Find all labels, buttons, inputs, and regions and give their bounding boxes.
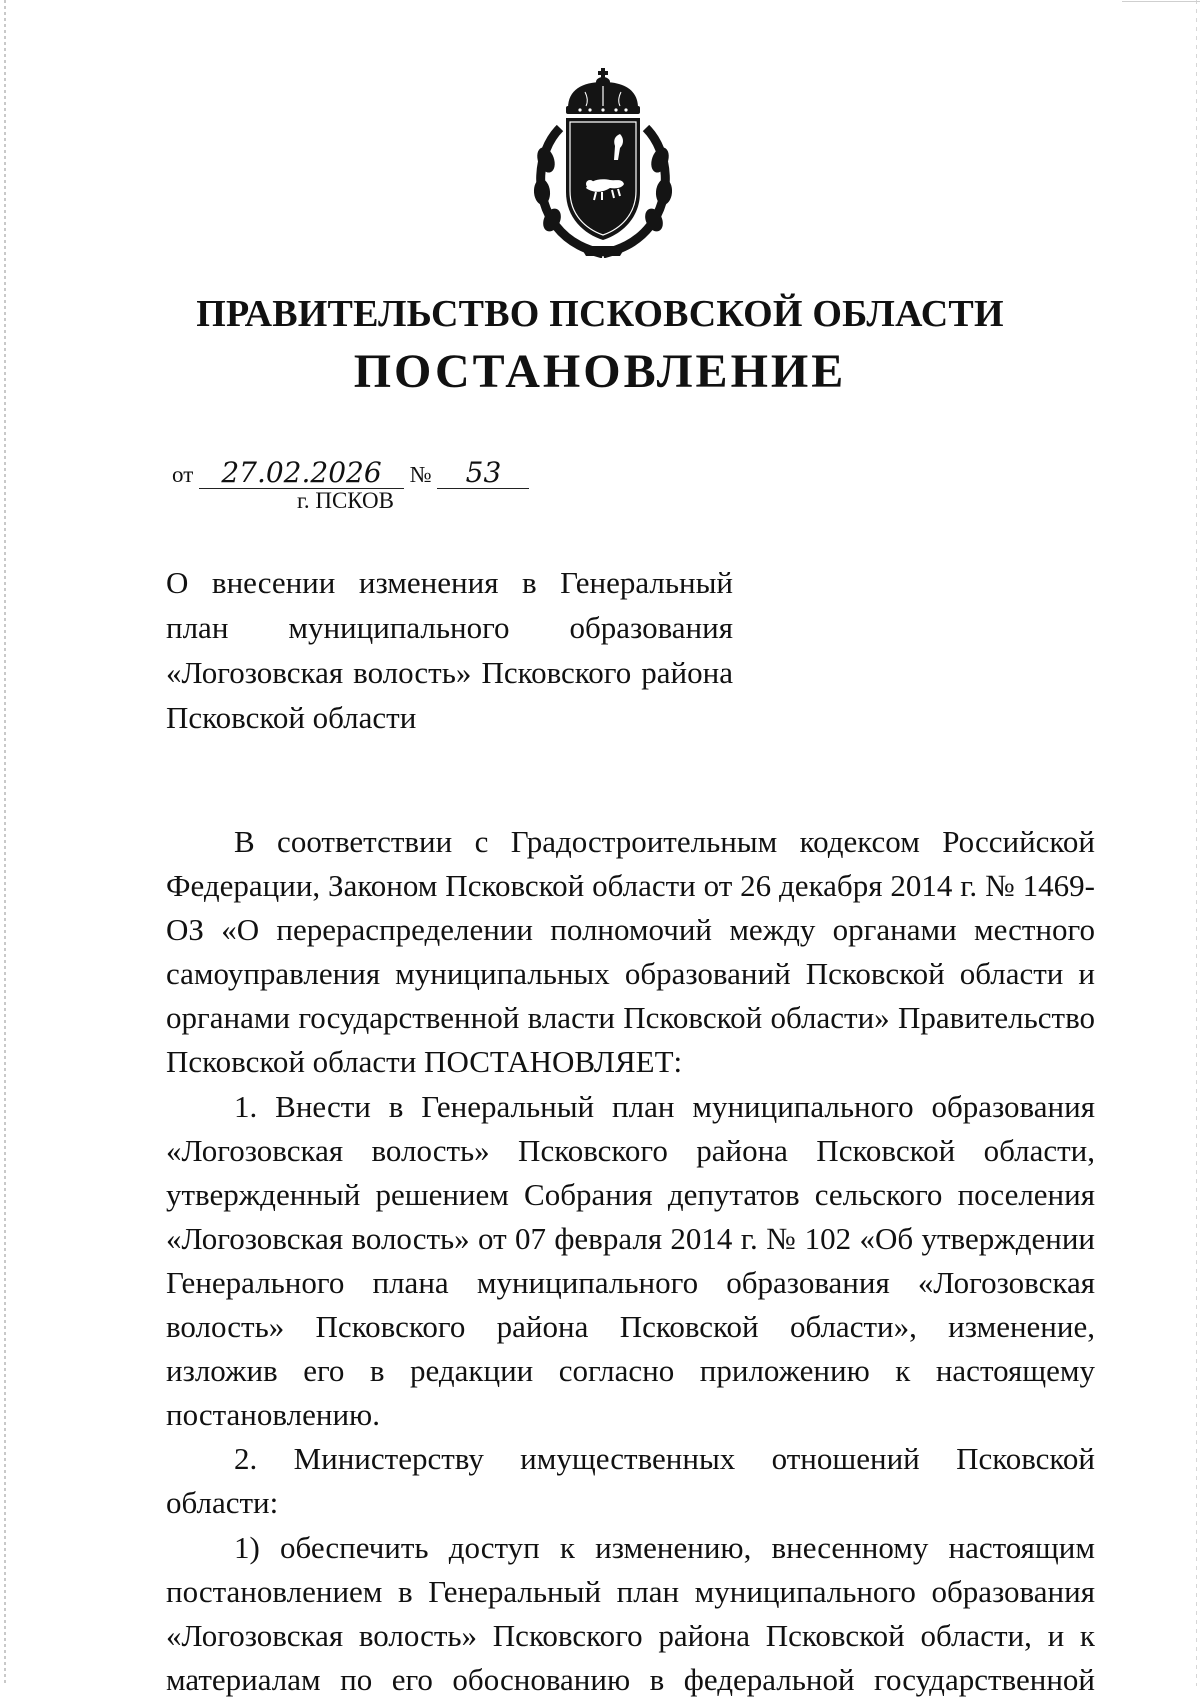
scan-edge-left (4, 0, 6, 1686)
scan-edge-top (1122, 1, 1200, 2)
document-body (166, 820, 1095, 1702)
body-paragraph-item-2-1: 1) обеспечить доступ к изменению, внесенному настоящим постановлением в Генеральный план муниципального образования «Логозовская волость» Псковского района Псковской области, и к материалам по его обоснованию в федеральной государственной (166, 1529, 1095, 1697)
document-date: 27.02.2026 (199, 458, 404, 489)
dateline (172, 458, 529, 489)
date-label: от (172, 462, 194, 487)
document-subject: О внесении изменения в Генеральный план муниципального образования «Логозовская волость» Псковского района Псковской области (166, 565, 733, 735)
document-type: ПОСТАНОВЛЕНИЕ (353, 345, 847, 398)
document-number: 53 (437, 458, 529, 489)
coat-of-arms-icon (530, 68, 676, 258)
body-paragraph-item-1: 1. Внести в Генеральный план муниципального образования «Логозовская волость» Псковского района Псковской области, утвержденный решением Собрания депутатов сельского поселения «Логозовская волость» от 07 февраля 2014 г. № 102 «Об утверждении Генерального плана муниципального образования «Логозовская волость» Псковского района Псковской области», изменение, изложив его в редакции согласно приложению к настоящему постановлению. (166, 1088, 1095, 1433)
number-label: № (409, 462, 432, 487)
organization-title: ПРАВИТЕЛЬСТВО ПСКОВСКОЙ ОБЛАСТИ (196, 293, 1004, 335)
body-paragraph-preamble: В соответствии с Градостроительным кодексом Российской Федерации, Законом Псковской области от 26 декабря 2014 г. № 1469-ОЗ «О перераспределении полномочий между органами местного самоуправления муниципальных образований Псковской области и органами государственной власти Псковской области» Правительство Псковской области ПОСТАНОВЛЯЕТ: (166, 824, 1095, 1080)
scan-edge-right (1196, 0, 1197, 1686)
body-paragraph-item-2: 2. Министерству имущественных отношений Псковской области: (166, 1441, 1095, 1521)
city: г. ПСКОВ (297, 488, 395, 513)
